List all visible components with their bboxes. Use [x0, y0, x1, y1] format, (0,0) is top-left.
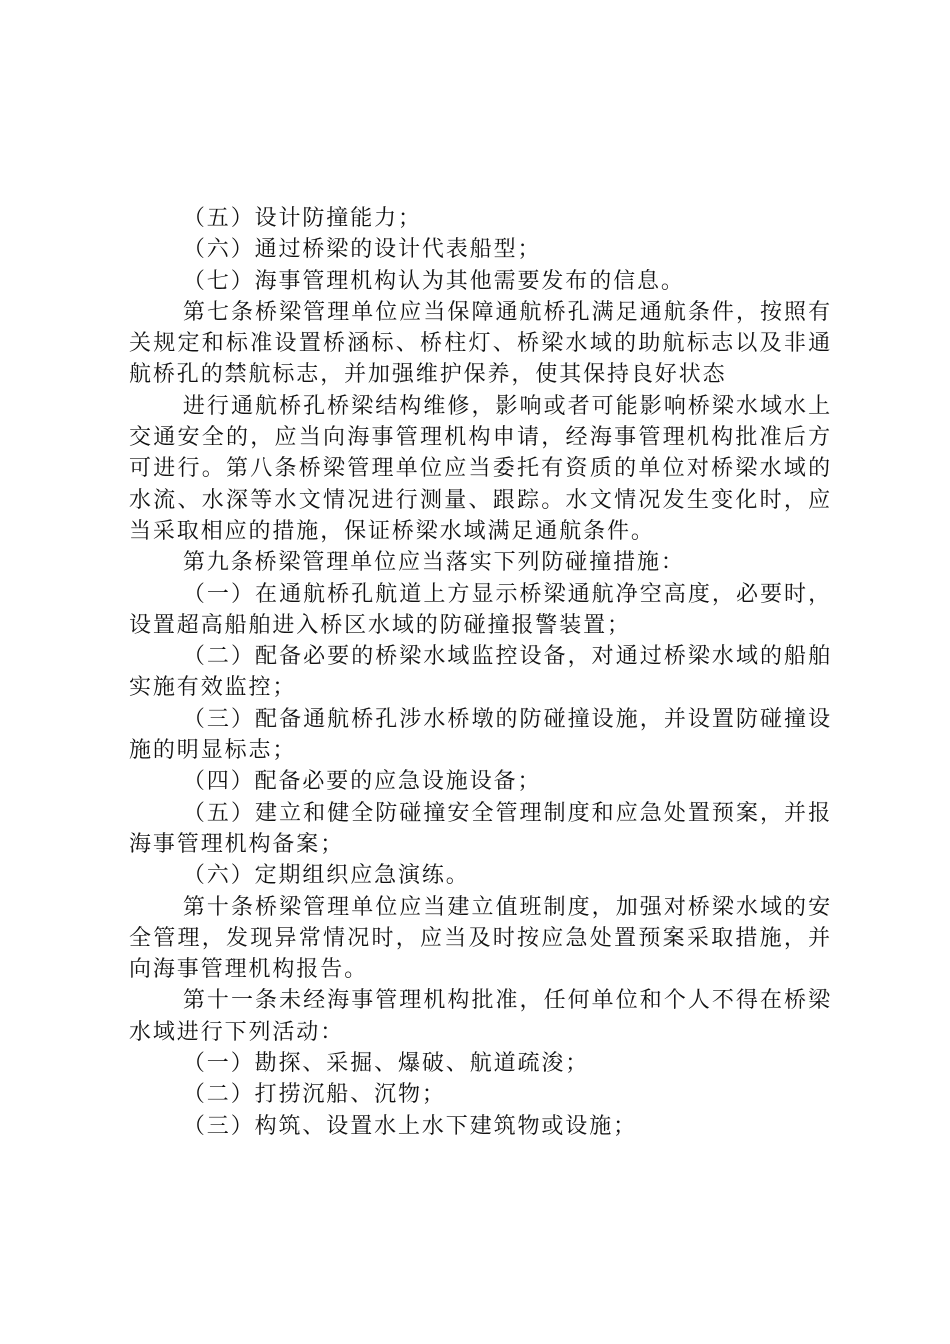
paragraph-article-9-item-1: （一）在通航桥孔航道上方显示桥梁通航净空高度，必要时，设置超高船舶进入桥区水域的防碰撞报警装置； [129, 581, 832, 638]
paragraph-article-9-item-3: （三）配备通航桥孔涉水桥墩的防碰撞设施，并设置防碰撞设施的明显标志； [129, 706, 832, 764]
paragraph-article-9-item-4: （四）配备必要的应急设施设备； [182, 769, 542, 795]
document-body [129, 203, 832, 1142]
paragraph-article-11-item-3: （三）构筑、设置水上水下建筑物或设施； [182, 1113, 637, 1139]
paragraph-item-7: （七）海事管理机构认为其他需要发布的信息。 [182, 268, 685, 294]
paragraph-article-9: 第九条桥梁管理单位应当落实下列防碰撞措施： [182, 550, 685, 576]
paragraph-article-11: 第十一条未经海事管理机构批准，任何单位和个人不得在桥梁水域进行下列活动： [129, 988, 832, 1045]
paragraph-article-11-item-2: （二）打捞沉船、沉物； [182, 1082, 446, 1108]
paragraph-item-6: （六）通过桥梁的设计代表船型； [182, 237, 542, 263]
paragraph-item-5: （五）设计防撞能力； [182, 206, 422, 231]
paragraph-article-9-item-5: （五）建立和健全防碰撞安全管理制度和应急处置预案，并报海事管理机构备案； [129, 800, 832, 857]
paragraph-article-11-item-1: （一）勘探、采掘、爆破、航道疏浚； [182, 1051, 590, 1077]
paragraph-article-7: 第七条桥梁管理单位应当保障通航桥孔满足通航条件，按照有关规定和标准设置桥涵标、桥柱灯、桥梁水域的助航标志以及非通航桥孔的禁航标志，并加强维护保养，使其保持良好状态 [129, 299, 832, 388]
paragraph-article-10: 第十条桥梁管理单位应当建立值班制度，加强对桥梁水域的安全管理，发现异常情况时，应当及时按应急处置预案采取措施，并向海事管理机构报告。 [129, 894, 832, 983]
paragraph-article-9-item-6: （六）定期组织应急演练。 [182, 863, 470, 889]
paragraph-article-9-item-2: （二）配备必要的桥梁水域监控设备，对通过桥梁水域的船舶实施有效监控； [129, 644, 832, 701]
paragraph-article-7-8: 进行通航桥孔桥梁结构维修，影响或者可能影响桥梁水域水上交通安全的，应当向海事管理机构申请，经海事管理机构批准后方可进行。第八条桥梁管理单位应当委托有资质的单位对桥梁水域的水流、水深等水文情况进行测量、跟踪。水文情况发生变化时，应当采取相应的措施，保证桥梁水域满足通航条件。 [129, 393, 832, 544]
